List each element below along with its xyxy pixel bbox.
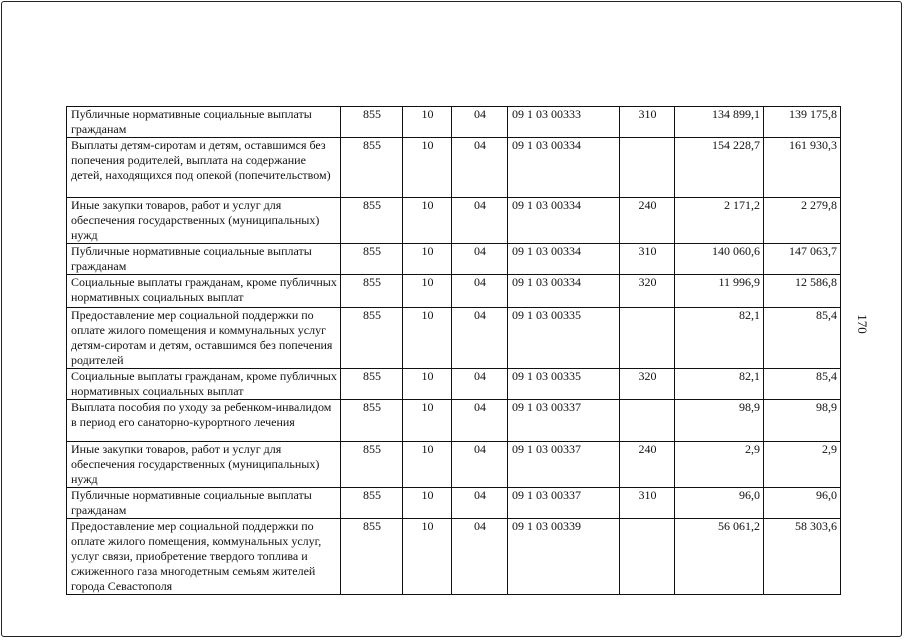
- row-subsection-code-cell: 04: [452, 308, 508, 369]
- row-expense-type-cell: [620, 519, 675, 595]
- row-amount-year1-cell: 154 228,7: [675, 138, 764, 198]
- row-section-code-cell: 10: [403, 275, 452, 308]
- row-amount-year2-cell: 147 063,7: [764, 244, 841, 275]
- row-expense-type-cell: 240: [620, 442, 675, 488]
- row-target-article-cell: 09 1 03 00337: [508, 488, 620, 519]
- row-amount-year1-cell: 134 899,1: [675, 107, 764, 138]
- row-amount-year1-cell: 56 061,2: [675, 519, 764, 595]
- table-row: [67, 442, 841, 488]
- row-section-code-cell: 10: [403, 519, 452, 595]
- row-subsection-code-cell: 04: [452, 488, 508, 519]
- row-expense-type-cell: [620, 138, 675, 198]
- row-target-article-cell: 09 1 03 00334: [508, 244, 620, 275]
- page-number: 170: [855, 314, 870, 334]
- row-grbs-code-cell: 855: [341, 369, 403, 400]
- table-row: [67, 519, 841, 595]
- row-section-code-cell: 10: [403, 244, 452, 275]
- row-amount-year1-cell: 11 996,9: [675, 275, 764, 308]
- row-amount-year1-cell: 82,1: [675, 308, 764, 369]
- row-amount-year1-cell: 2,9: [675, 442, 764, 488]
- row-subsection-code-cell: 04: [452, 138, 508, 198]
- row-name-cell: Выплата пособия по уходу за ребенком-инвалидом в период его санаторно-курортного лечения: [67, 400, 341, 442]
- row-expense-type-cell: 240: [620, 198, 675, 244]
- row-subsection-code-cell: 04: [452, 198, 508, 244]
- row-name-cell: Публичные нормативные социальные выплаты гражданам: [67, 488, 341, 519]
- row-subsection-code-cell: 04: [452, 369, 508, 400]
- row-target-article-cell: 09 1 03 00334: [508, 138, 620, 198]
- table-row: [67, 138, 841, 198]
- row-grbs-code-cell: 855: [341, 488, 403, 519]
- row-target-article-cell: 09 1 03 00335: [508, 308, 620, 369]
- row-grbs-code-cell: 855: [341, 400, 403, 442]
- row-section-code-cell: 10: [403, 308, 452, 369]
- row-target-article-cell: 09 1 03 00339: [508, 519, 620, 595]
- table-row: [67, 244, 841, 275]
- row-expense-type-cell: 310: [620, 107, 675, 138]
- row-grbs-code-cell: 855: [341, 308, 403, 369]
- row-amount-year1-cell: 2 171,2: [675, 198, 764, 244]
- row-subsection-code-cell: 04: [452, 400, 508, 442]
- row-grbs-code-cell: 855: [341, 244, 403, 275]
- row-amount-year2-cell: 12 586,8: [764, 275, 841, 308]
- row-amount-year2-cell: 2,9: [764, 442, 841, 488]
- row-name-cell: Публичные нормативные социальные выплаты гражданам: [67, 107, 341, 138]
- table-row: [67, 275, 841, 308]
- row-amount-year1-cell: 82,1: [675, 369, 764, 400]
- row-target-article-cell: 09 1 03 00335: [508, 369, 620, 400]
- row-section-code-cell: 10: [403, 369, 452, 400]
- row-grbs-code-cell: 855: [341, 442, 403, 488]
- row-expense-type-cell: 320: [620, 275, 675, 308]
- row-name-cell: Социальные выплаты гражданам, кроме публичных нормативных социальных выплат: [67, 369, 341, 400]
- row-expense-type-cell: 310: [620, 488, 675, 519]
- row-target-article-cell: 09 1 03 00337: [508, 442, 620, 488]
- row-amount-year1-cell: 140 060,6: [675, 244, 764, 275]
- row-expense-type-cell: [620, 400, 675, 442]
- row-section-code-cell: 10: [403, 400, 452, 442]
- row-amount-year2-cell: 58 303,6: [764, 519, 841, 595]
- row-section-code-cell: 10: [403, 488, 452, 519]
- row-subsection-code-cell: 04: [452, 519, 508, 595]
- row-section-code-cell: 10: [403, 198, 452, 244]
- row-name-cell: Выплаты детям-сиротам и детям, оставшимся без попечения родителей, выплата на содержание детей, находящихся под опекой (попечительством): [67, 138, 341, 198]
- row-subsection-code-cell: 04: [452, 244, 508, 275]
- row-name-cell: Предоставление мер социальной поддержки по оплате жилого помещения, коммунальных услуг, услуг связи, приобретение твердого топлива и сжиженного газа многодетным семьям жителей города Севастополя: [67, 519, 341, 595]
- row-name-cell: Публичные нормативные социальные выплаты гражданам: [67, 244, 341, 275]
- row-amount-year2-cell: 98,9: [764, 400, 841, 442]
- row-target-article-cell: 09 1 03 00337: [508, 400, 620, 442]
- row-target-article-cell: 09 1 03 00333: [508, 107, 620, 138]
- row-section-code-cell: 10: [403, 138, 452, 198]
- table-row: [67, 369, 841, 400]
- row-name-cell: Иные закупки товаров, работ и услуг для обеспечения государственных (муниципальных) нужд: [67, 442, 341, 488]
- table-row: [67, 107, 841, 138]
- row-grbs-code-cell: 855: [341, 198, 403, 244]
- row-target-article-cell: 09 1 03 00334: [508, 198, 620, 244]
- row-name-cell: Предоставление мер социальной поддержки по оплате жилого помещения и коммунальных услуг детям-сиротам и детям, оставшимся без попечения родителей: [67, 308, 341, 369]
- row-section-code-cell: 10: [403, 442, 452, 488]
- row-grbs-code-cell: 855: [341, 107, 403, 138]
- row-section-code-cell: 10: [403, 107, 452, 138]
- row-amount-year2-cell: 2 279,8: [764, 198, 841, 244]
- row-amount-year1-cell: 98,9: [675, 400, 764, 442]
- row-expense-type-cell: 310: [620, 244, 675, 275]
- row-grbs-code-cell: 855: [341, 275, 403, 308]
- row-amount-year2-cell: 85,4: [764, 308, 841, 369]
- row-grbs-code-cell: 855: [341, 519, 403, 595]
- row-subsection-code-cell: 04: [452, 275, 508, 308]
- budget-table-body: [67, 107, 841, 595]
- row-amount-year2-cell: 139 175,8: [764, 107, 841, 138]
- row-amount-year2-cell: 161 930,3: [764, 138, 841, 198]
- row-subsection-code-cell: 04: [452, 442, 508, 488]
- row-name-cell: Социальные выплаты гражданам, кроме публичных нормативных социальных выплат: [67, 275, 341, 308]
- table-row: [67, 488, 841, 519]
- row-subsection-code-cell: 04: [452, 107, 508, 138]
- table-row: [67, 308, 841, 369]
- row-expense-type-cell: [620, 308, 675, 369]
- row-name-cell: Иные закупки товаров, работ и услуг для обеспечения государственных (муниципальных) нужд: [67, 198, 341, 244]
- row-target-article-cell: 09 1 03 00334: [508, 275, 620, 308]
- row-grbs-code-cell: 855: [341, 138, 403, 198]
- table-row: [67, 400, 841, 442]
- row-amount-year2-cell: 85,4: [764, 369, 841, 400]
- row-expense-type-cell: 320: [620, 369, 675, 400]
- budget-table: [66, 106, 841, 595]
- row-amount-year2-cell: 96,0: [764, 488, 841, 519]
- row-amount-year1-cell: 96,0: [675, 488, 764, 519]
- table-row: [67, 198, 841, 244]
